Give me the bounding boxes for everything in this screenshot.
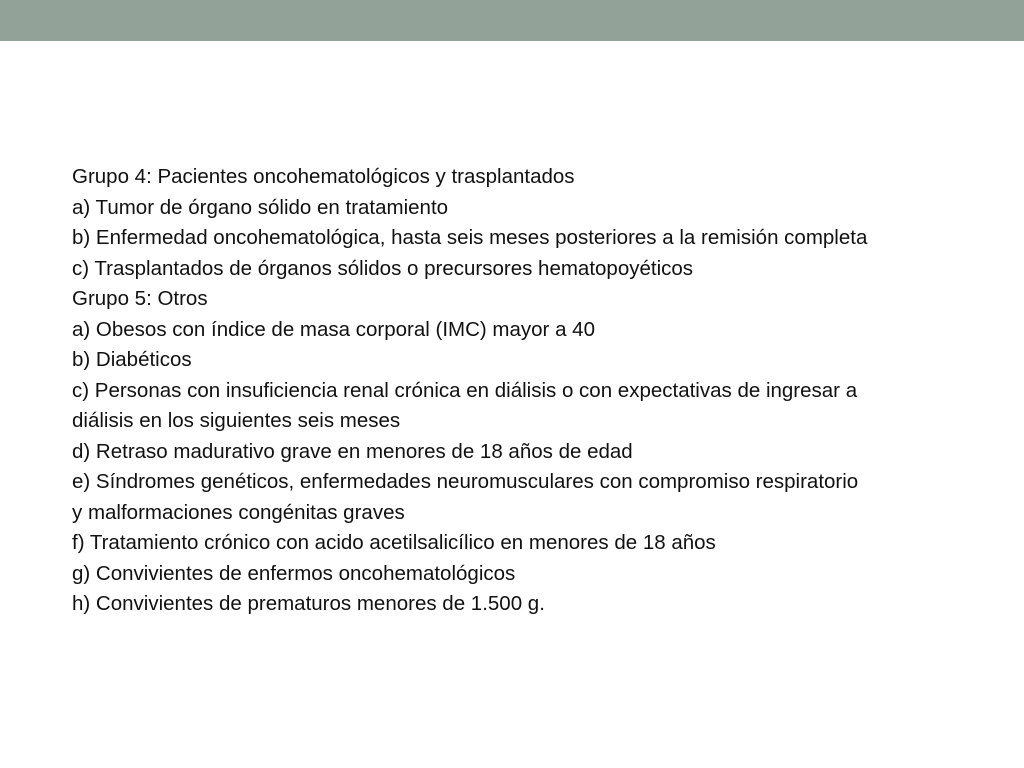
group-5-item-c-line-1: c) Personas con insuficiencia renal crónica en diálisis o con expectativas de ingresar a bbox=[72, 378, 858, 402]
group-5-item-e-line-2: y malformaciones congénitas graves bbox=[72, 500, 405, 524]
group-5-item-d: d) Retraso madurativo grave en menores de 18 años de edad bbox=[72, 439, 633, 463]
group-4-item-c: c) Trasplantados de órganos sólidos o precursores hematopoyéticos bbox=[72, 256, 694, 280]
group-5-item-f: f) Tratamiento crónico con acido acetilsalicílico en menores de 18 años bbox=[72, 531, 716, 554]
group-4-heading: Grupo 4: Pacientes oncohematológicos y trasplantados bbox=[72, 165, 575, 188]
group-5-item-a: a) Obesos con índice de masa corporal (IMC) mayor a 40 bbox=[72, 317, 595, 341]
group-5-item-h: h) Convivientes de prematuros menores de 1.500 g. bbox=[72, 592, 545, 615]
group-4-item-b: b) Enfermedad oncohematológica, hasta seis meses posteriores a la remisión completa bbox=[72, 226, 868, 249]
group-5-item-g: g) Convivientes de enfermos oncohematológicos bbox=[72, 561, 516, 585]
group-5-item-e-line-1: e) Síndromes genéticos, enfermedades neuromusculares con compromiso respiratorio bbox=[72, 470, 859, 493]
group-5-heading: Grupo 5: Otros bbox=[72, 287, 208, 310]
group-4-item-a: a) Tumor de órgano sólido en tratamiento bbox=[72, 195, 449, 219]
group-5-item-b: b) Diabéticos bbox=[72, 348, 192, 371]
group-5-item-c-line-2: diálisis en los siguientes seis meses bbox=[72, 409, 401, 432]
slide-body-text bbox=[72, 162, 992, 620]
header-bar bbox=[0, 0, 1024, 41]
